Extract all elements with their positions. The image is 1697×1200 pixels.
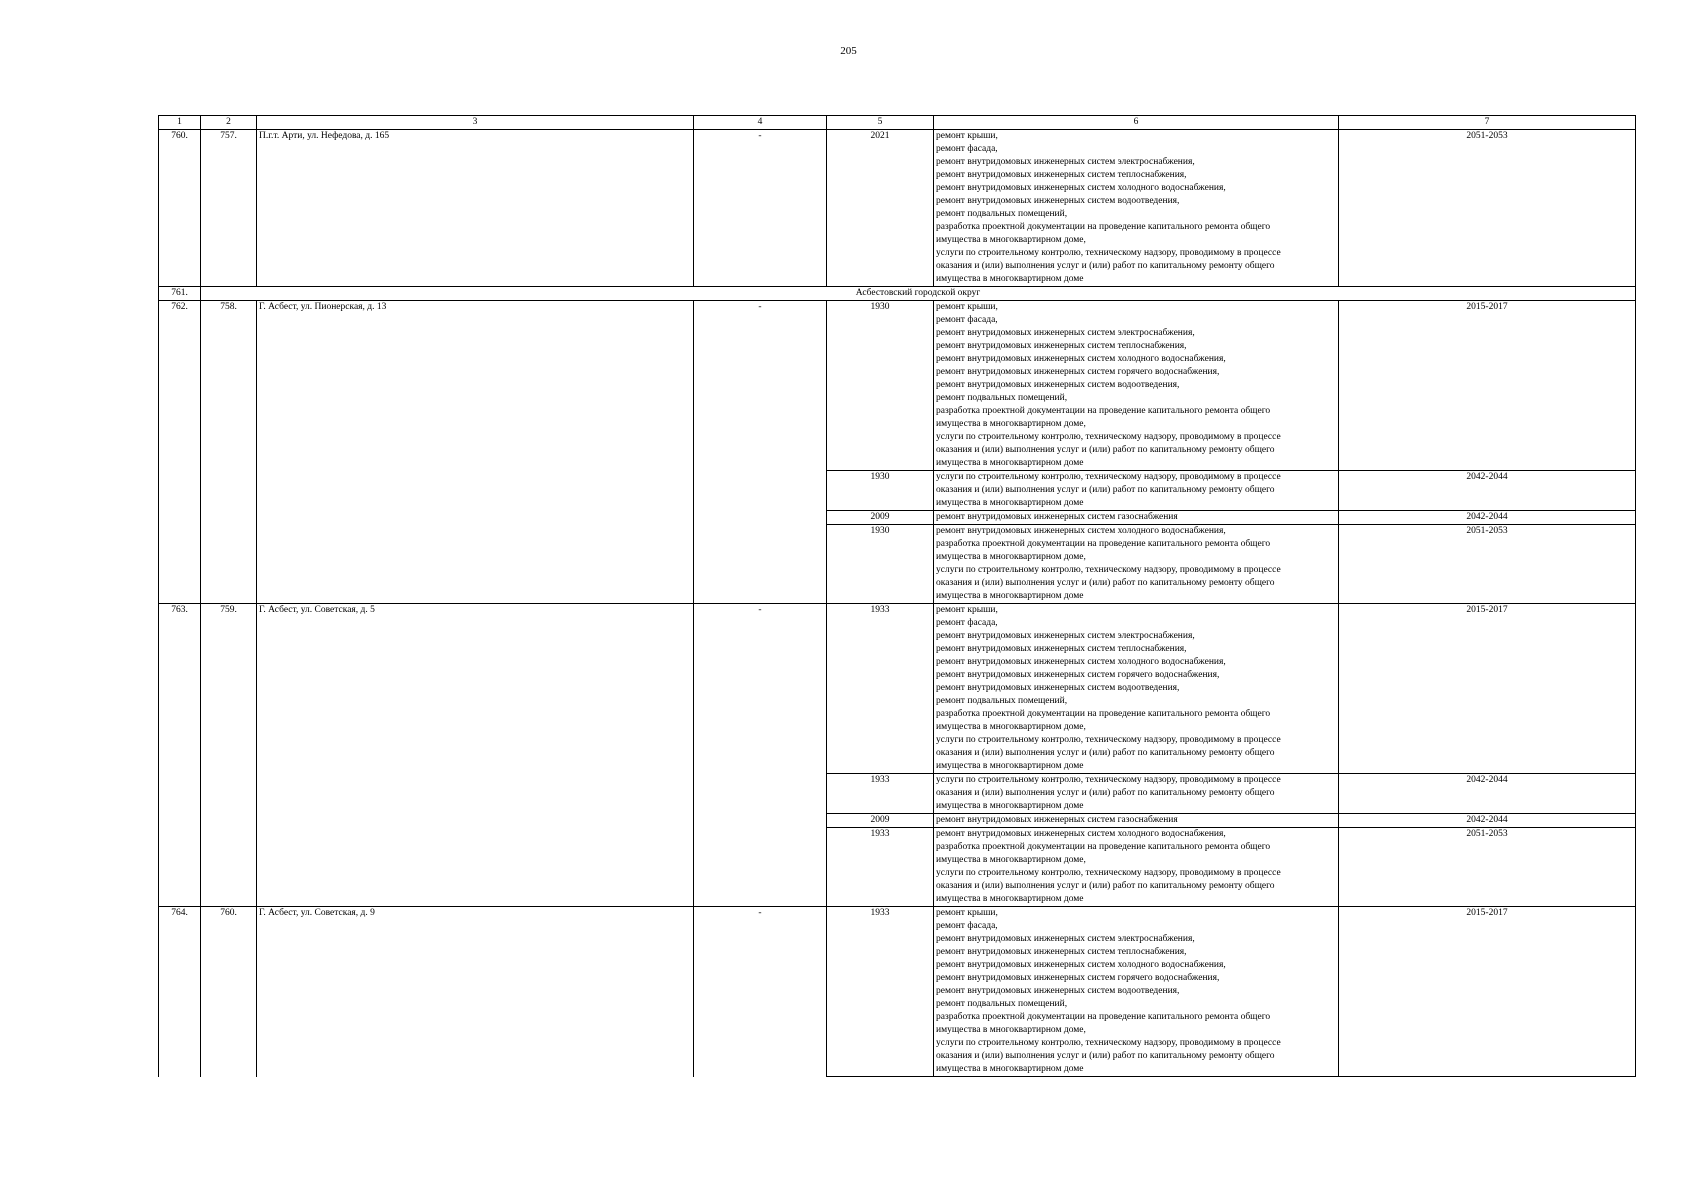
- address-cell: Г. Асбест, ул. Советская, д. 5: [257, 604, 694, 907]
- period-cell: 2051-2053: [1339, 828, 1636, 907]
- work-item: ремонт внутридомовых инженерных систем горячего водоснабжения,: [936, 973, 1220, 983]
- work-item: ремонт внутридомовых инженерных систем холодного водоснабжения,: [936, 829, 1226, 839]
- work-item: услуги по строительному контролю, техническому надзору, проводимому в процессе: [936, 248, 1281, 258]
- work-item: имущества в многоквартирном доме,: [936, 1025, 1086, 1035]
- work-item: ремонт внутридомовых инженерных систем холодного водоснабжения,: [936, 354, 1226, 364]
- table-row: [159, 301, 1636, 471]
- column-header: 3: [257, 116, 694, 130]
- work-item: ремонт внутридомовых инженерных систем водоотведения,: [936, 683, 1180, 693]
- work-item: ремонт фасада,: [936, 315, 998, 325]
- section-title: Асбестовский городской округ: [201, 287, 1636, 301]
- work-item: разработка проектной документации на проведение капитального ремонта общего: [936, 1012, 1271, 1022]
- work-item: имущества в многоквартирном доме: [936, 894, 1084, 904]
- work-item: ремонт внутридомовых инженерных систем горячего водоснабжения,: [936, 670, 1220, 680]
- work-item: имущества в многоквартирном доме: [936, 274, 1084, 284]
- period-cell: 2051-2053: [1339, 130, 1636, 287]
- period-cell: 2042-2044: [1339, 814, 1636, 828]
- work-item: разработка проектной документации на проведение капитального ремонта общего: [936, 709, 1271, 719]
- work-item: ремонт внутридомовых инженерных систем электроснабжения,: [936, 631, 1195, 641]
- work-item: ремонт внутридомовых инженерных систем теплоснабжения,: [936, 947, 1187, 957]
- work-item: услуги по строительному контролю, техническому надзору, проводимому в процессе: [936, 432, 1281, 442]
- work-item: имущества в многоквартирном доме,: [936, 855, 1086, 865]
- work-item: оказания и (или) выполнения услуг и (или) работ по капитальному ремонту общего: [936, 748, 1275, 758]
- year-cell: 1930: [827, 301, 934, 471]
- work-item: ремонт фасада,: [936, 618, 998, 628]
- year-cell: 1933: [827, 604, 934, 774]
- work-item: имущества в многоквартирном доме: [936, 1064, 1084, 1074]
- work-item: ремонт подвальных помещений,: [936, 393, 1068, 403]
- work-item: ремонт фасада,: [936, 144, 998, 154]
- year-cell: 1933: [827, 907, 934, 1077]
- column-number-header: [159, 116, 1636, 130]
- year-cell: 2009: [827, 511, 934, 525]
- year-cell: 1930: [827, 471, 934, 511]
- dash-cell: -: [694, 301, 827, 604]
- work-item: ремонт внутридомовых инженерных систем электроснабжения,: [936, 328, 1195, 338]
- table-row: [159, 907, 1636, 1077]
- work-item: оказания и (или) выполнения услуг и (или) работ по капитальному ремонту общего: [936, 788, 1275, 798]
- column-header: 5: [827, 116, 934, 130]
- work-item: ремонт внутридомовых инженерных систем газоснабжения: [936, 815, 1178, 825]
- address-cell: Г. Асбест, ул. Советская, д. 9: [257, 907, 694, 1077]
- dash-cell: -: [694, 907, 827, 1077]
- page-number: 205: [840, 45, 857, 57]
- work-item: ремонт фасада,: [936, 921, 998, 931]
- work-item: ремонт внутридомовых инженерных систем газоснабжения: [936, 512, 1178, 522]
- work-item: имущества в многоквартирном доме: [936, 458, 1084, 468]
- work-item: оказания и (или) выполнения услуг и (или) работ по капитальному ремонту общего: [936, 445, 1275, 455]
- address-cell: П.г.т. Арти, ул. Нефедова, д. 165: [257, 130, 694, 287]
- work-item: имущества в многоквартирном доме,: [936, 552, 1086, 562]
- work-list-cell: [934, 774, 1339, 814]
- work-item: услуги по строительному контролю, техническому надзору, проводимому в процессе: [936, 775, 1281, 785]
- work-item: ремонт внутридомовых инженерных систем теплоснабжения,: [936, 644, 1187, 654]
- work-list-cell: [934, 907, 1339, 1077]
- work-item: оказания и (или) выполнения услуг и (или) работ по капитальному ремонту общего: [936, 485, 1275, 495]
- column-header: 2: [201, 116, 257, 130]
- work-item: ремонт внутридомовых инженерных систем водоотведения,: [936, 380, 1180, 390]
- work-item: оказания и (или) выполнения услуг и (или) работ по капитальному ремонту общего: [936, 1051, 1275, 1061]
- work-item: оказания и (или) выполнения услуг и (или) работ по капитальному ремонту общего: [936, 578, 1275, 588]
- dash-cell: -: [694, 130, 827, 287]
- table-row: [159, 604, 1636, 774]
- work-item: ремонт внутридомовых инженерных систем горячего водоснабжения,: [936, 367, 1220, 377]
- work-item: разработка проектной документации на проведение капитального ремонта общего: [936, 406, 1271, 416]
- work-item: ремонт крыши,: [936, 131, 998, 141]
- period-cell: 2015-2017: [1339, 604, 1636, 774]
- period-cell: 2042-2044: [1339, 471, 1636, 511]
- year-cell: 2009: [827, 814, 934, 828]
- column-header: 1: [159, 116, 201, 130]
- row-number: 761.: [159, 287, 201, 301]
- work-item: ремонт внутридомовых инженерных систем теплоснабжения,: [936, 170, 1187, 180]
- work-item: ремонт внутридомовых инженерных систем водоотведения,: [936, 986, 1180, 996]
- work-item: ремонт внутридомовых инженерных систем холодного водоснабжения,: [936, 526, 1226, 536]
- year-cell: 1933: [827, 774, 934, 814]
- work-item: ремонт внутридомовых инженерных систем электроснабжения,: [936, 157, 1195, 167]
- column-header: 7: [1339, 116, 1636, 130]
- period-cell: 2051-2053: [1339, 525, 1636, 604]
- work-list-cell: [934, 301, 1339, 471]
- work-item: ремонт внутридомовых инженерных систем холодного водоснабжения,: [936, 960, 1226, 970]
- work-item: ремонт крыши,: [936, 605, 998, 615]
- period-cell: 2042-2044: [1339, 774, 1636, 814]
- year-cell: 2021: [827, 130, 934, 287]
- work-list-cell: [934, 604, 1339, 774]
- work-item: оказания и (или) выполнения услуг и (или) работ по капитальному ремонту общего: [936, 881, 1275, 891]
- column-header: 6: [934, 116, 1339, 130]
- work-item: ремонт внутридомовых инженерных систем холодного водоснабжения,: [936, 183, 1226, 193]
- house-number: 758.: [201, 301, 257, 604]
- table-row: [159, 130, 1636, 287]
- period-cell: 2015-2017: [1339, 907, 1636, 1077]
- work-list-cell: [934, 471, 1339, 511]
- work-item: ремонт крыши,: [936, 908, 998, 918]
- work-item: ремонт подвальных помещений,: [936, 696, 1068, 706]
- address-cell: Г. Асбест, ул. Пионерская, д. 13: [257, 301, 694, 604]
- work-item: имущества в многоквартирном доме: [936, 761, 1084, 771]
- work-item: ремонт внутридомовых инженерных систем водоотведения,: [936, 196, 1180, 206]
- work-item: услуги по строительному контролю, техническому надзору, проводимому в процессе: [936, 565, 1281, 575]
- work-item: услуги по строительному контролю, техническому надзору, проводимому в процессе: [936, 1038, 1281, 1048]
- period-cell: 2015-2017: [1339, 301, 1636, 471]
- work-item: имущества в многоквартирном доме: [936, 801, 1084, 811]
- house-number: 757.: [201, 130, 257, 287]
- work-list-cell: [934, 828, 1339, 907]
- work-item: услуги по строительному контролю, техническому надзору, проводимому в процессе: [936, 868, 1281, 878]
- work-list-cell: [934, 525, 1339, 604]
- house-number: 759.: [201, 604, 257, 907]
- work-item: имущества в многоквартирном доме,: [936, 722, 1086, 732]
- repair-schedule-table: [158, 115, 1636, 1077]
- row-number: 764.: [159, 907, 201, 1077]
- work-item: имущества в многоквартирном доме,: [936, 235, 1086, 245]
- work-item: услуги по строительному контролю, техническому надзору, проводимому в процессе: [936, 472, 1281, 482]
- column-header: 4: [694, 116, 827, 130]
- house-number: 760.: [201, 907, 257, 1077]
- work-item: ремонт внутридомовых инженерных систем теплоснабжения,: [936, 341, 1187, 351]
- row-number: 760.: [159, 130, 201, 287]
- work-item: имущества в многоквартирном доме,: [936, 419, 1086, 429]
- work-item: имущества в многоквартирном доме: [936, 498, 1084, 508]
- work-item: разработка проектной документации на проведение капитального ремонта общего: [936, 539, 1271, 549]
- year-cell: 1933: [827, 828, 934, 907]
- work-item: услуги по строительному контролю, техническому надзору, проводимому в процессе: [936, 735, 1281, 745]
- work-item: ремонт внутридомовых инженерных систем холодного водоснабжения,: [936, 657, 1226, 667]
- work-list-cell: [934, 814, 1339, 828]
- work-item: ремонт внутридомовых инженерных систем электроснабжения,: [936, 934, 1195, 944]
- dash-cell: -: [694, 604, 827, 907]
- section-row: [159, 287, 1636, 301]
- work-item: ремонт подвальных помещений,: [936, 999, 1068, 1009]
- work-item: ремонт крыши,: [936, 302, 998, 312]
- work-item: разработка проектной документации на проведение капитального ремонта общего: [936, 222, 1271, 232]
- work-item: ремонт подвальных помещений,: [936, 209, 1068, 219]
- row-number: 763.: [159, 604, 201, 907]
- work-item: разработка проектной документации на проведение капитального ремонта общего: [936, 842, 1271, 852]
- work-list-cell: [934, 511, 1339, 525]
- year-cell: 1930: [827, 525, 934, 604]
- work-item: имущества в многоквартирном доме: [936, 591, 1084, 601]
- row-number: 762.: [159, 301, 201, 604]
- work-item: оказания и (или) выполнения услуг и (или) работ по капитальному ремонту общего: [936, 261, 1275, 271]
- work-list-cell: [934, 130, 1339, 287]
- period-cell: 2042-2044: [1339, 511, 1636, 525]
